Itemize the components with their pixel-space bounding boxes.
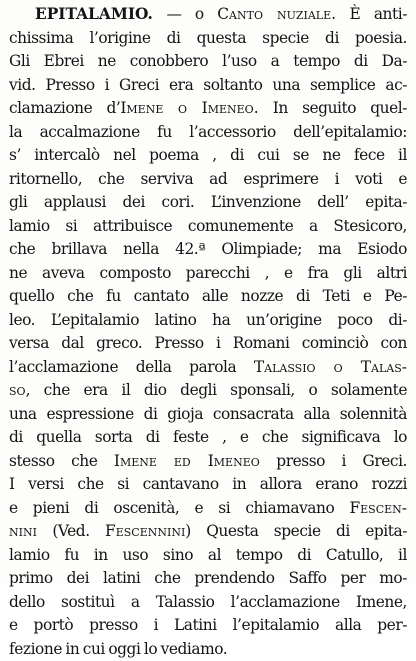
entry-text-line bbox=[9, 520, 407, 544]
text-run: (Ved. bbox=[37, 522, 105, 540]
text-run: ) Questa specie di epita- bbox=[185, 522, 407, 540]
text-run: quello che fu cantato alle nozze di Teti e Pe- bbox=[9, 287, 407, 305]
small-caps-term: Talassio o Talas- bbox=[254, 358, 407, 376]
text-run: s’ intercalò nel poema , di cui se ne fece il bbox=[9, 146, 407, 164]
entry-text-line bbox=[9, 121, 407, 145]
entry-text-line bbox=[9, 356, 407, 380]
text-run: — o bbox=[153, 5, 217, 23]
entry-text-line bbox=[9, 638, 407, 661]
text-run: È anti- bbox=[336, 5, 407, 23]
entry-first-line bbox=[9, 3, 407, 27]
small-caps-term: nini bbox=[9, 522, 37, 540]
entry-text-line bbox=[9, 544, 407, 568]
text-run: , che era il dio degli sponsali, o solamente bbox=[26, 381, 407, 399]
text-run: chissima l’origine di questa specie di poesia. bbox=[9, 29, 407, 47]
small-caps-term: Fescennini bbox=[105, 522, 185, 540]
text-run: dello sostituì a Talassio l’acclamazione Imene, bbox=[9, 593, 407, 611]
text-run: primo dei latini che prendendo Saffo per mo- bbox=[9, 569, 407, 587]
small-caps-term: so bbox=[9, 381, 26, 399]
text-run: fezione in cui oggi lo vediamo. bbox=[9, 640, 227, 658]
text-run: lamio si attribuisce comunemente a Stesicoro, bbox=[9, 217, 407, 235]
text-run: l’acclamazione della parola bbox=[9, 358, 254, 376]
entry-text-line bbox=[9, 27, 407, 51]
small-caps-term: Canto nuziale. bbox=[217, 5, 336, 23]
entry-text-line bbox=[9, 238, 407, 262]
entry-text-line bbox=[9, 191, 407, 215]
entry-text-line bbox=[9, 97, 407, 121]
entry-text-line bbox=[9, 168, 407, 192]
text-run: che brillava nella 42.ª Olimpiade; ma Esiodo bbox=[9, 240, 407, 258]
entry-text-line bbox=[9, 262, 407, 286]
small-caps-term: Fescen- bbox=[349, 499, 407, 517]
text-run: Gli Ebrei ne conobbero l’uso a tempo di Da- bbox=[9, 52, 407, 70]
text-run: di quella sorta di feste , e che significava lo bbox=[9, 428, 407, 446]
text-run: ne aveva composto parecchi , e fra gli altri bbox=[9, 264, 407, 282]
entry-text-line bbox=[9, 403, 407, 427]
text-run: versa dal greco. Presso i Romani cominciò con bbox=[9, 334, 407, 352]
text-run: clamazione d’ bbox=[9, 99, 120, 117]
entry-text-line bbox=[9, 285, 407, 309]
text-run: una espressione di gioja consacrata alla solennità bbox=[9, 405, 407, 423]
small-caps-term: Imene o Imeneo. bbox=[120, 99, 258, 117]
text-run: ritornello, che serviva ad esprimere i voti e bbox=[9, 170, 407, 188]
text-run: vid. Presso i Greci era soltanto una semplice ac- bbox=[9, 76, 407, 94]
entry-text-line bbox=[9, 309, 407, 333]
entry-text-line bbox=[9, 332, 407, 356]
text-run: stesso che bbox=[9, 452, 114, 470]
entry-text-line bbox=[9, 497, 407, 521]
entry-text-line bbox=[9, 379, 407, 403]
text-run: presso i Greci. bbox=[260, 452, 407, 470]
text-run: leo. L’epitalamio latino ha un’origine poco di- bbox=[9, 311, 407, 329]
entry-headword: EPITALAMIO. bbox=[35, 5, 153, 23]
dictionary-entry bbox=[9, 3, 407, 661]
entry-text-line bbox=[9, 144, 407, 168]
entry-text-line bbox=[9, 50, 407, 74]
text-run: e pieni di oscenità, e si chiamavano bbox=[9, 499, 349, 517]
entry-text-line bbox=[9, 591, 407, 615]
small-caps-term: Imene ed Imeneo bbox=[114, 452, 260, 470]
entry-text-line bbox=[9, 567, 407, 591]
entry-text-line bbox=[9, 215, 407, 239]
entry-text-line bbox=[9, 450, 407, 474]
entry-text-line bbox=[9, 74, 407, 98]
text-run: la accalmazione fu l’accessorio dell’epitalamio: bbox=[9, 123, 407, 141]
text-run: lamio fu in uso sino al tempo di Catullo, il bbox=[9, 546, 407, 564]
text-run: In seguito quel- bbox=[259, 99, 407, 117]
entry-text-line bbox=[9, 426, 407, 450]
text-run: gli applausi dei cori. L’invenzione dell’ epita- bbox=[9, 193, 407, 211]
text-run: e portò presso i Latini l’epitalamio alla per- bbox=[9, 616, 407, 634]
text-run: I versi che si cantavano in allora erano rozzi bbox=[9, 475, 407, 493]
entry-text-line bbox=[9, 614, 407, 638]
entry-text-line bbox=[9, 473, 407, 497]
